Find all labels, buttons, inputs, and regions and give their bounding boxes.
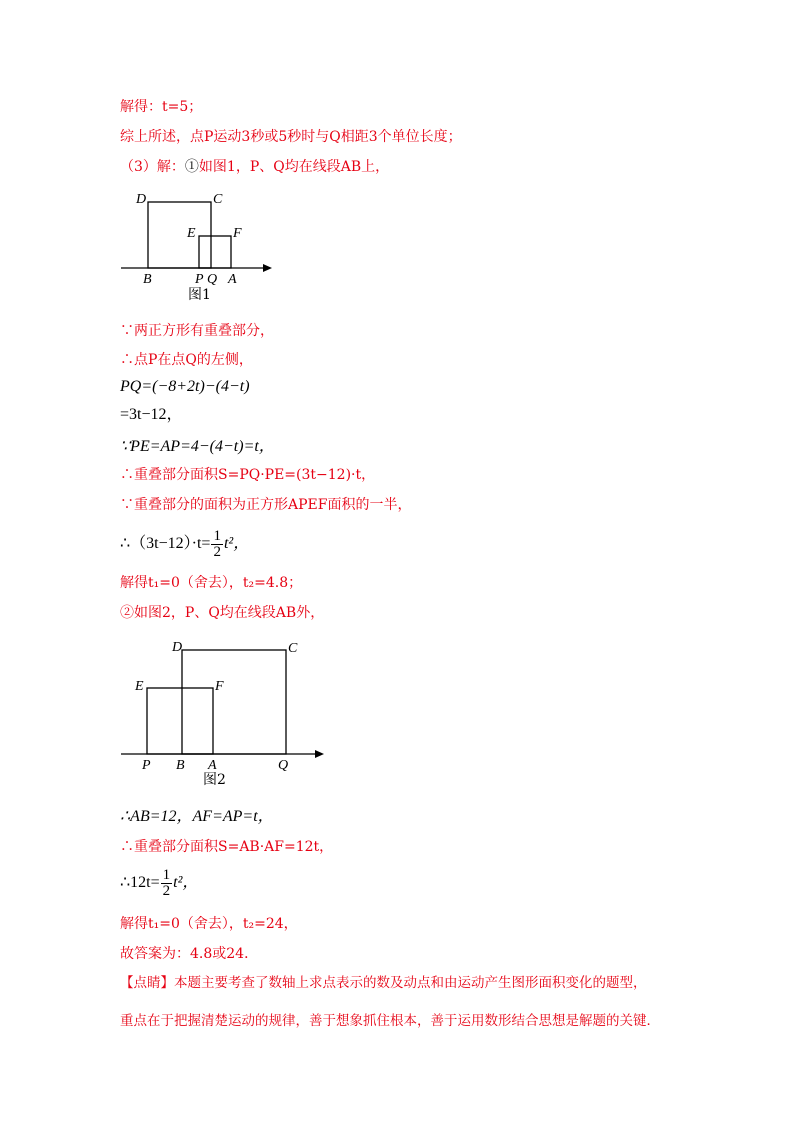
label-B: B (176, 758, 185, 773)
label-D: D (172, 640, 183, 655)
circle-number: ① (184, 159, 199, 175)
pq-expression: PQ=(−8+2t)−(4−t) (120, 378, 250, 395)
comment-tag: 【点睛】 (120, 975, 174, 991)
figure-1-caption: 图1 (188, 287, 211, 303)
line-area-s-2: ∴重叠部分面积S=AB·AF=12t， (120, 839, 334, 855)
line-summary: 综上所述，点P运动3秒或5秒时与Q相距3个单位长度； (120, 129, 462, 145)
axis-arrow-icon (315, 750, 324, 758)
label-C: C (288, 641, 298, 656)
line-comment-2: 重点在于把握清楚运动的规律，善于想象抓住根本，善于运用数形结合思想是解题的关键． (120, 1013, 660, 1029)
equation-1-right: t²， (223, 535, 250, 552)
line-area-s: ∴重叠部分面积S=PQ·PE=(3t−12)·t， (120, 467, 376, 483)
label-Q: Q (278, 758, 289, 773)
line-solution-2: 解得t₁=0（舍去），t₂=24， (120, 916, 298, 932)
line-pq-expr (120, 377, 250, 397)
axis-arrow-icon (263, 264, 272, 272)
label-F: F (215, 679, 224, 694)
line-half-area: ∵重叠部分的面积为正方形APEF面积的一半， (120, 497, 412, 513)
line-pe-ap (120, 437, 275, 457)
line-part3 (120, 157, 389, 177)
ab-af-expression: ∴AB=12，AF=AP=t， (120, 808, 274, 825)
label-D: D (136, 192, 147, 207)
line-pq-result (120, 405, 183, 425)
label-Q: Q (207, 272, 218, 287)
line-solution-1: 解得t₁=0（舍去），t₂=4.8； (120, 575, 303, 591)
label-E: E (187, 226, 196, 241)
line-case-2: ②如图2，P、Q均在线段AB外， (120, 605, 325, 621)
equation-1-left: ∴（3t−12）·t= (120, 535, 211, 552)
part3-prefix: （3）解： (120, 159, 185, 175)
pe-ap-expression: ∵PE=AP=4−(4−t)=t， (120, 438, 275, 455)
label-E: E (135, 679, 144, 694)
line-solution-t5: 解得：t=5； (120, 99, 203, 115)
label-C: C (213, 192, 223, 207)
label-A: A (208, 758, 217, 773)
figure-2 (115, 634, 330, 794)
line-equation-1 (120, 527, 249, 561)
square-APEF (199, 236, 231, 268)
label-F: F (233, 226, 242, 241)
line-equation-2 (120, 866, 198, 900)
line-comment (120, 973, 647, 993)
fraction-one-half: $\frac{1}{2}$ (213, 527, 221, 560)
figure-1 (115, 186, 280, 306)
comment-text: 本题主要考查了数轴上求点表示的数及动点和由运动产生图形面积变化的题型， (174, 975, 647, 991)
line-overlap: ∵两正方形有重叠部分， (120, 323, 274, 339)
square-BCD (182, 650, 286, 754)
line-answer: 故答案为：4.8或24． (120, 946, 259, 962)
label-P: P (195, 272, 204, 287)
square-BCD (148, 202, 211, 268)
part3-text: 如图1，P、Q均在线段AB上， (198, 159, 390, 175)
equation-2-right: t²， (173, 874, 199, 891)
line-ab-af (120, 807, 274, 827)
label-B: B (143, 272, 152, 287)
pq-result: =3t−12， (120, 406, 183, 423)
fraction-one-half: $\frac{1}{2}$ (162, 866, 171, 899)
equation-2-left: ∴12t= (120, 874, 160, 891)
figure-2-caption: 图2 (203, 772, 226, 788)
label-A: A (228, 272, 237, 287)
label-P: P (142, 758, 151, 773)
line-p-left-of-q: ∴点P在点Q的左侧， (120, 352, 253, 368)
square-APEF (147, 688, 213, 754)
